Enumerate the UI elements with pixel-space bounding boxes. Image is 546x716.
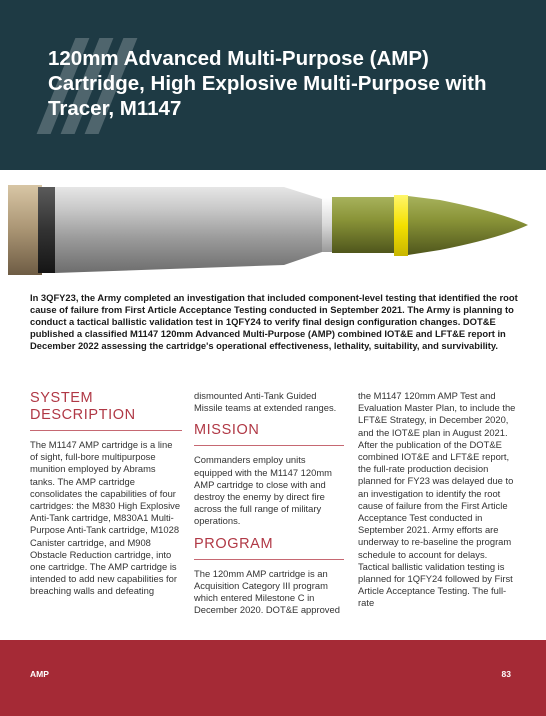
system-description-continued: dismounted Anti-Tank Guided Missile teams at extended ranges. <box>194 390 337 414</box>
column-2 <box>194 390 344 624</box>
page-number: 83 <box>501 669 511 679</box>
section-title-system-description: SYSTEM DESCRIPTION <box>30 390 182 431</box>
section-title-program: PROGRAM <box>194 536 344 560</box>
system-description-text: The M1147 AMP cartridge is a line of sight, full-bore multipurpose munition employed by Abrams tanks. The AMP cartridge consolidates the capabilities of four cartridges: the M830 High Explosive Anti-Tank cartridge, M830A1 Multi-Purpose Anti-Tank cartridge, M1028 Canister cartridge, and M908 Obstacle Reduction cartridge, into one cartridge. The AMP cartridge is intended to add new capabilities for breaching walls and defeating <box>30 439 181 597</box>
page-title: 120mm Advanced Multi-Purpose (AMP) Cartridge, High Explosive Multi-Purpose with Tracer, M1147 <box>48 47 487 120</box>
cartridge-image <box>0 170 546 282</box>
mission-text: Commanders employ units equipped with the M1147 120mm AMP cartridge to close with and destroy the enemy by direct fire across the full range of military operations. <box>194 454 332 527</box>
section-title-mission: MISSION <box>194 422 344 446</box>
footer-section-label: AMP <box>30 669 49 679</box>
program-text-continued: the M1147 120mm AMP Test and Evaluation Master Plan, to include the LFT&E Strategy, in December 2020, and the IOT&E plan in August 2021. After the publication of the DOT&E combined IOT&E and LFT&E report, the full-rate production decision planned for FY23 was delayed due to an investigation to identify the root cause of failure from the First Article Acceptance Test conducted in September 2021. Army efforts are underway to re-baseline the program schedule to account for delays. Tactical ballistic validation testing is planned for 1QFY24 followed by First Article Acceptance Testing. The full-rate <box>358 390 516 609</box>
cartridge-illustration-icon <box>0 170 546 282</box>
intro-summary: In 3QFY23, the Army completed an investigation that included component-level testing that identified the root cause of failure from First Article Acceptance Testing conducted in September 2021. The Army is planning to conduct a tactical ballistic validation test in 1QFY24 to verify final design configuration changes. DOT&E published a classified M1147 120mm Advanced Multi-Purpose (AMP) combined IOT&E and LFT&E report in December 2022 assessing the cartridge's operational effectiveness, lethality, suitability, and survivability. <box>30 292 518 352</box>
column-1 <box>30 390 182 606</box>
program-text: The 120mm AMP cartridge is an Acquisition Category III program which entered Milestone C in December 2020. DOT&E approved <box>194 567 340 616</box>
footer-bar <box>0 640 546 716</box>
column-3 <box>358 390 516 618</box>
header-banner <box>0 0 546 170</box>
